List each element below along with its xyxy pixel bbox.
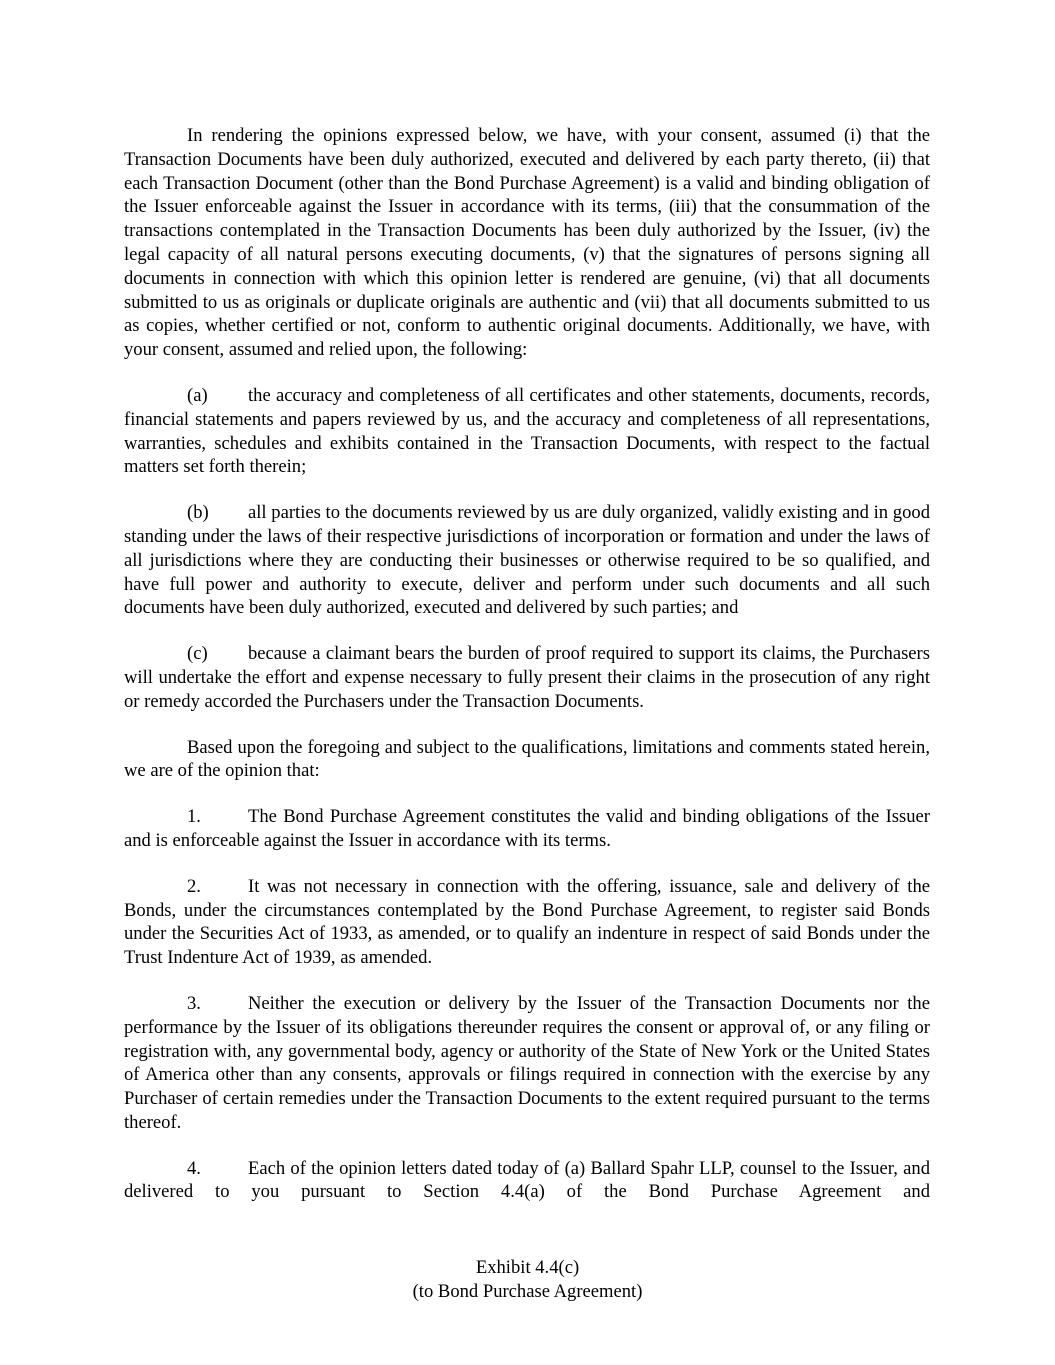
assumption-text: the accuracy and completeness of all certificates and other statements, documents, records, financial statements and papers reviewed by us, and the accuracy and completeness of all representations, warranties, schedules and exhibits contained in the Transaction Documents, with respect to the factual matters set forth therein;	[124, 384, 930, 478]
assumption-item-a	[124, 384, 930, 479]
assumption-text: because a claimant bears the burden of proof required to support its claims, the Purchasers will undertake the effort and expense necessary to fully present their claims in the prosecution of any right or remedy accorded the Purchasers under the Transaction Documents.	[124, 643, 930, 712]
intro-paragraph: In rendering the opinions expressed below, we have, with your consent, assumed (i) that the Transaction Documents have been duly authorized, executed and delivered by each party thereto, (ii) that each Transaction Document (other than the Bond Purchase Agreement) is a valid and binding obligation of the Issuer enforceable against the Issuer in accordance with its terms, (iii) that the consummation of the transactions contemplated in the Transaction Documents has been duly authorized by the Issuer, (iv) the legal capacity of all natural persons executing documents, (v) that the signatures of persons signing all documents in connection with which this opinion letter is rendered are genuine, (vi) that all documents submitted to us as originals or duplicate originals are authentic and (vii) that all documents submitted to us as copies, whether certified or not, conform to authentic original documents. Additionally, we have, with your consent, assumed and relied upon, the following:	[124, 125, 930, 361]
assumption-label: (a)	[187, 384, 208, 406]
exhibit-reference: (to Bond Purchase Agreement)	[412, 1281, 643, 1302]
document-body	[124, 124, 930, 1226]
assumption-label: (c)	[187, 643, 208, 665]
assumption-item-c	[124, 642, 930, 713]
opinion-text: Each of the opinion letters dated today of (a) Ballard Spahr LLP, counsel to the Issuer, and delivered to you pursuant to Section 4.4(a) of the Bond Purchase Agreement and	[124, 1157, 930, 1203]
opinion-intro-paragraph: Based upon the foregoing and subject to the qualifications, limitations and comments stated herein, we are of the opinion that:	[124, 736, 930, 782]
opinion-label: 3.	[187, 992, 201, 1014]
opinion-item-1	[124, 805, 930, 853]
opinion-item-4	[124, 1157, 930, 1205]
opinion-text: It was not necessary in connection with the offering, issuance, sale and delivery of the Bonds, under the circumstances contemplated by the Bond Purchase Agreement, to register said Bonds under the Securities Act of 1933, as amended, or to qualify an indenture in respect of said Bonds under the Trust Indenture Act of 1939, as amended.	[124, 875, 930, 969]
assumption-item-b	[124, 501, 930, 620]
opinion-label: 2.	[187, 875, 201, 897]
opinion-item-2	[124, 875, 930, 970]
opinion-text: Neither the execution or delivery by the Issuer of the Transaction Documents nor the performance by the Issuer of its obligations thereunder requires the consent or approval of, or any filing or registration with, any governmental body, agency or authority of the State of New York or the United States of America other than any consents, approvals or filings required in connection with the exercise by any Purchaser of certain remedies under the Transaction Documents to the extent required pursuant to the terms thereof.	[124, 992, 930, 1133]
exhibit-label: Exhibit 4.4(c)	[475, 1257, 580, 1278]
opinion-text: The Bond Purchase Agreement constitutes the valid and binding obligations of the Issuer and is enforceable against the Issuer in accordance with its terms.	[124, 806, 930, 851]
assumption-text: all parties to the documents reviewed by us are duly organized, validly existing and in good standing under the laws of their respective jurisdictions of incorporation or formation and under the laws of all jurisdictions where they are conducting their businesses or otherwise required to be so qualified, and have full power and authority to execute, deliver and perform under such documents and all such documents have been duly authorized, executed and delivered by such parties; and	[124, 502, 930, 619]
opinion-item-3	[124, 992, 930, 1135]
page-footer	[0, 1256, 1055, 1304]
opinion-label: 4.	[187, 1157, 201, 1179]
opinion-label: 1.	[187, 806, 201, 828]
assumption-label: (b)	[187, 502, 209, 524]
